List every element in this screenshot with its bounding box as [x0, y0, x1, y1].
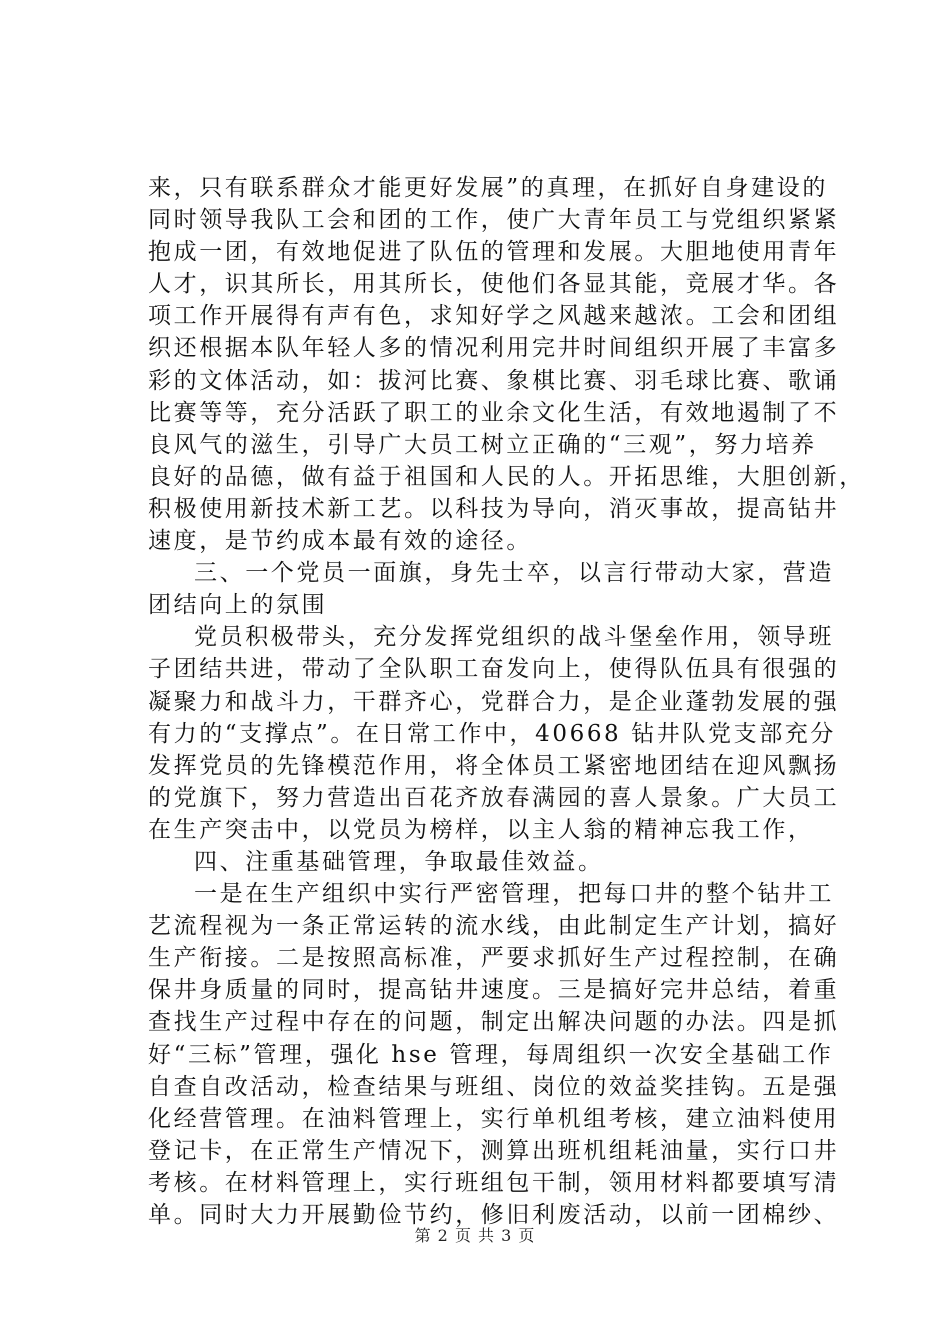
paragraph-start: 党员积极带头，充分发挥党组织的战斗堡垒作用，领导班 [194, 624, 834, 651]
text-line: 项工作开展得有声有色，求知好学之风越来越浓。工会和团组 [148, 303, 840, 330]
text-line: 彩的文体活动，如：拔河比赛、象棋比赛、羽毛球比赛、歌诵 [148, 367, 840, 394]
text-line: 来，只有联系群众才能更好发展”的真理，在抓好自身建设的 [148, 175, 828, 201]
text-line: 自查自改活动，检查结果与班组、岗位的效益奖挂钩。五是强 [148, 1073, 840, 1100]
text-line: 子团结共进，带动了全队职工奋发向上，使得队伍具有很强的 [148, 656, 840, 683]
text-line: 登记卡，在正常生产情况下，测算出班机组耗油量，实行口井 [148, 1137, 840, 1164]
text-line: 同时领导我队工会和团的工作，使广大青年员工与党组织紧紧 [148, 207, 840, 234]
text-line: 在生产突击中，以党员为榜样，以主人翁的精神忘我工作， [148, 816, 814, 843]
text-line: 化经营管理。在油料管理上，实行单机组考核，建立油料使用 [148, 1105, 840, 1132]
text-line: 织还根据本队年轻人多的情况利用完井时间组织开展了丰富多 [148, 335, 840, 362]
text-line: 好“三标”管理，强化 hse 管理，每周组织一次安全基础工作 [148, 1041, 834, 1068]
text-line: 单。同时大力开展勤俭节约，修旧利废活动，以前一团棉纱、 [148, 1202, 840, 1228]
text-line: 比赛等等，充分活跃了职工的业余文化生活，有效地遏制了不 [148, 399, 840, 426]
paragraph-start: 一是在生产组织中实行严密管理，把每口井的整个钻井工 [194, 881, 834, 908]
text-line: 积极使用新技术新工艺。以科技为导向，消灭事故，提高钻井 [148, 495, 840, 522]
text-line: 良好的品德，做有益于祖国和人民的人。开拓思维，大胆创新， [148, 463, 865, 490]
text-line: 抱成一团，有效地促进了队伍的管理和发展。大胆地使用青年 [148, 239, 840, 266]
page-number-footer: 第 2 页 共 3 页 [414, 1226, 536, 1245]
text-line: 考核。在材料管理上，实行班组包干制，领用材料都要填写清 [148, 1169, 840, 1196]
text-line: 人才，识其所长，用其所长，使他们各显其能，竞展才华。各 [148, 271, 840, 298]
body-text [148, 172, 865, 1231]
text-line: 凝聚力和战斗力，干群齐心，党群合力，是企业蓬勃发展的强 [148, 688, 840, 715]
section-heading-4: 四、注重基础管理，争取最佳效益。 [194, 848, 604, 875]
text-line: 的党旗下，努力营造出百花齐放春满园的喜人景象。广大员工 [148, 784, 840, 811]
text-line: 保井身质量的同时，提高钻井速度。三是搞好完井总结，着重 [148, 977, 840, 1004]
section-heading-3-cont: 团结向上的氛围 [148, 592, 328, 619]
text-line: 艺流程视为一条正常运转的流水线，由此制定生产计划，搞好 [148, 913, 840, 940]
text-line: 发挥党员的先锋模范作用，将全体员工紧密地团结在迎风飘扬 [148, 752, 840, 779]
text-line: 有力的“支撑点”。在日常工作中，40668 钻井队党支部充分 [148, 720, 836, 747]
text-line: 查找生产过程中存在的问题，制定出解决问题的办法。四是抓 [148, 1009, 840, 1036]
text-line: 良风气的滋生，引导广大员工树立正确的“三观”，努力培养 [148, 431, 817, 458]
text-line: 生产衔接。二是按照高标准，严要求抓好生产过程控制，在确 [148, 945, 840, 972]
section-heading-3: 三、一个党员一面旗，身先士卒，以言行带动大家，营造 [194, 560, 834, 587]
text-line: 速度，是节约成本最有效的途径。 [148, 528, 532, 555]
